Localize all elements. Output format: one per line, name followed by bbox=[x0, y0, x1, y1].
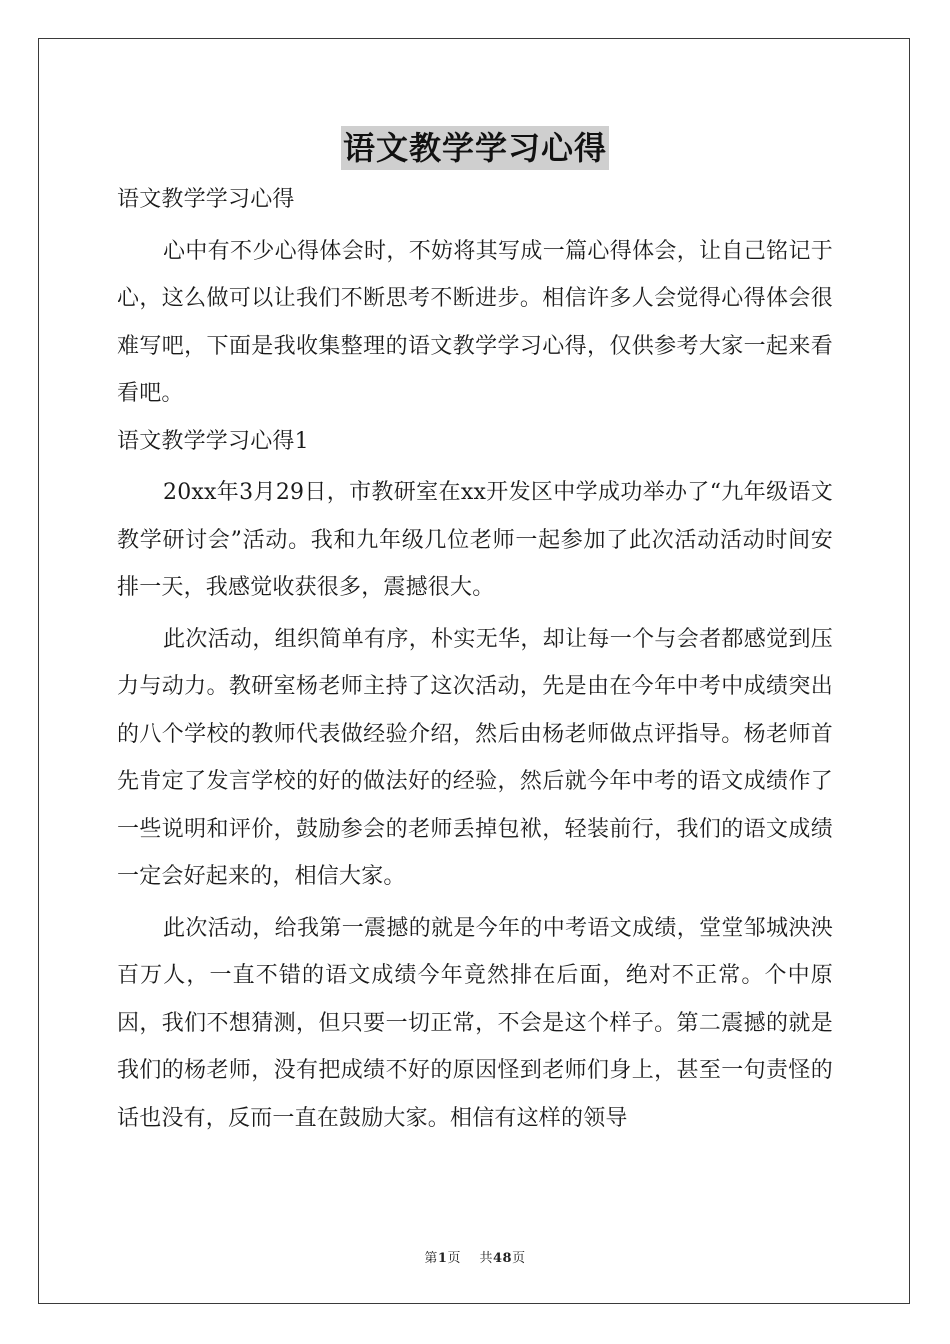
footer-page-prefix: 第 bbox=[424, 1251, 438, 1266]
body-paragraph-1: 20xx年3月29日，市教研室在xx开发区中学成功举办了“九年级语文教学研讨会”活动。我和九年级几位老师一起参加了此次活动活动时间安排一天，我感觉收获很多，震撼很大。 bbox=[117, 480, 833, 600]
intro-paragraph: 心中有不少心得体会时，不妨将其写成一篇心得体会，让自己铭记于心，这么做可以让我们不断思考不断进步。相信许多人会觉得心得体会很难写吧，下面是我收集整理的语文教学学习心得，仅供参考大家一起来看看吧。 bbox=[117, 238, 833, 406]
document-title: 语文教学学习心得 bbox=[341, 126, 609, 170]
footer-page-suffix: 页 bbox=[447, 1251, 461, 1266]
body-paragraph-3: 此次活动，给我第一震撼的就是今年的中考语文成绩，堂堂邹城泱泱百万人，一直不错的语文成绩今年竟然排在后面，绝对不正常。个中原因，我们不想猜测，但只要一切正常，不会是这个样子。第二震撼的就是我们的杨老师，没有把成绩不好的原因怪到老师们身上，甚至一句责怪的话也没有，反而一直在鼓励大家。相信有这样的领导 bbox=[117, 915, 833, 1131]
title-container bbox=[0, 126, 950, 170]
body-paragraph-2: 此次活动，组织简单有序，朴实无华，却让每一个与会者都感觉到压力与动力。教研室杨老师主持了这次活动，先是由在今年中考中成绩突出的八个学校的教师代表做经验介绍，然后由杨老师做点评指导。杨老师首先肯定了发言学校的好的做法好的经验，然后就今年中考的语文成绩作了一些说明和评价，鼓励参会的老师丢掉包袱，轻装前行，我们的语文成绩一定会好起来的，相信大家。 bbox=[117, 626, 833, 889]
page-footer bbox=[0, 1247, 950, 1266]
section-heading: 语文教学学习心得1 bbox=[117, 428, 309, 454]
footer-total-suffix: 页 bbox=[512, 1251, 526, 1266]
footer-total-prefix: 共 bbox=[479, 1251, 493, 1266]
footer-page-total: 48 bbox=[493, 1251, 513, 1266]
footer-page-current: 1 bbox=[437, 1251, 448, 1266]
document-body bbox=[117, 176, 833, 1142]
document-subtitle: 语文教学学习心得 bbox=[117, 187, 295, 212]
